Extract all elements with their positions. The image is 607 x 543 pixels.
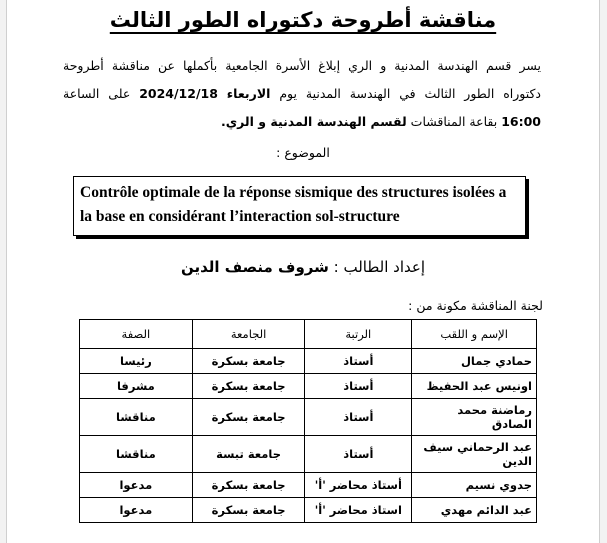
member-name: جدوي نسيم [412, 473, 537, 498]
member-university: جامعة بسكرة [192, 399, 305, 436]
member-role: مدعوا [80, 473, 193, 498]
announcement-text: على الساعة [63, 86, 131, 101]
member-name: عبد الرحماني سيف الدين [412, 436, 537, 473]
table-header-row [80, 320, 537, 349]
student-name: شروف منصف الدين [180, 258, 329, 276]
member-role: مناقشا [80, 436, 193, 473]
table-row [80, 436, 537, 473]
member-rank: استاذ محاضر 'أ' [305, 498, 412, 523]
defense-day: الاربعاء [226, 86, 271, 101]
announcement-text: دكتوراه الطور الثالث في الهندسة المدنية يوم [279, 86, 542, 101]
member-rank: أستاذ محاضر 'أ' [305, 473, 412, 498]
member-university: جامعة بسكرة [192, 473, 305, 498]
announcement-line-2 [63, 80, 541, 108]
defense-time: 16:00 [501, 114, 541, 129]
table-row [80, 473, 537, 498]
table-row [80, 349, 537, 374]
member-name: حمادي جمال [412, 349, 537, 374]
announcement-line-3 [63, 108, 541, 136]
member-name: عبد الدائم مهدي [412, 498, 537, 523]
table-row [80, 399, 537, 436]
member-role: مناقشا [80, 399, 193, 436]
header-university: الجامعة [192, 320, 305, 349]
announcement-text: بقاعة المناقشات [410, 114, 498, 129]
defense-location: لقسم الهندسة المدنية و الري. [220, 114, 407, 129]
header-name: الإسم و اللقب [412, 320, 537, 349]
member-name: رماضنة محمد الصادق [412, 399, 537, 436]
table-row [80, 374, 537, 399]
page-title [7, 8, 599, 32]
member-rank: أستاذ [305, 436, 412, 473]
student-label: إعداد الطالب : [333, 258, 426, 276]
student-line [7, 258, 599, 276]
title-text: مناقشة أطروحة دكتوراه الطور الثالث [109, 8, 497, 32]
header-rank: الرتبة [305, 320, 412, 349]
member-name: اونيس عبد الحفيظ [412, 374, 537, 399]
member-university: جامعة بسكرة [192, 498, 305, 523]
header-role: الصفة [80, 320, 193, 349]
member-role: مدعوا [80, 498, 193, 523]
thesis-subject: Contrôle optimale de la réponse sismique des structures isolées a la base en considérant l’interaction sol-structure [80, 184, 507, 225]
document-page [6, 0, 600, 543]
defense-date: 2024/12/18 [139, 86, 218, 101]
jury-label: لجنة المناقشة مكونة من : [408, 298, 543, 313]
member-role: مشرفا [80, 374, 193, 399]
announcement-line-1: يسر قسم الهندسة المدنية و الري إبلاغ الأسرة الجامعية بأكملها عن مناقشة أطروحة [63, 58, 541, 73]
member-rank: أستاذ [305, 374, 412, 399]
member-role: رئيسا [80, 349, 193, 374]
jury-table [79, 319, 537, 523]
announcement-paragraph [63, 52, 541, 136]
thesis-subject-box [73, 176, 526, 236]
member-university: جامعة تبسة [192, 436, 305, 473]
member-university: جامعة بسكرة [192, 374, 305, 399]
member-rank: أستاذ [305, 399, 412, 436]
subject-label: الموضوع : [276, 145, 330, 160]
member-rank: أستاذ [305, 349, 412, 374]
member-university: جامعة بسكرة [192, 349, 305, 374]
table-row [80, 498, 537, 523]
